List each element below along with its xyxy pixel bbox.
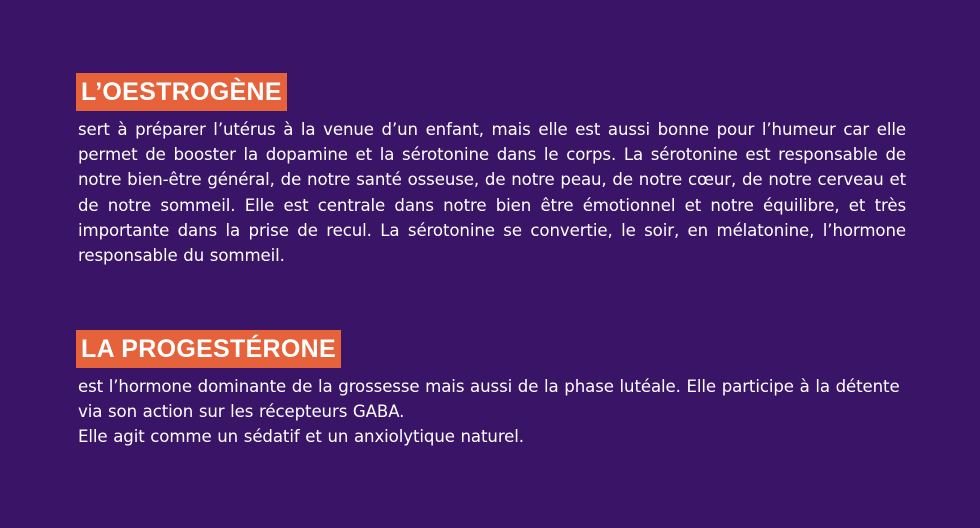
paragraph-progesterone: [78, 374, 906, 450]
paragraph-progesterone-line-2: Elle agit comme un sédatif et un anxiolytique naturel.: [78, 427, 524, 447]
section-progesterone: [76, 330, 906, 450]
section-oestrogene: [76, 73, 906, 268]
paragraph-progesterone-line-1: est l’hormone dominante de la grossesse mais aussi de la phase lutéale. Elle participe à la détente via son action sur les récepteurs GABA.: [78, 377, 900, 422]
paragraph-oestrogene: sert à préparer l’utérus à la venue d’un enfant, mais elle est aussi bonne pour l’humeur car elle permet de booster la dopamine et la sérotonine dans le corps. La sérotonine est responsable de notre bien-être général, de notre santé osseuse, de notre peau, de notre cœur, de notre cerveau et de notre sommeil. Elle est centrale dans notre bien être émotionnel et notre équilibre, et très importante dans la prise de recul. La sérotonine se convertie, le soir, en mélatonine, l’hormone responsable du sommeil.: [78, 120, 906, 266]
heading-oestrogene: L’OESTROGÈNE: [76, 73, 287, 111]
heading-progesterone: LA PROGESTÉRONE: [76, 330, 341, 368]
